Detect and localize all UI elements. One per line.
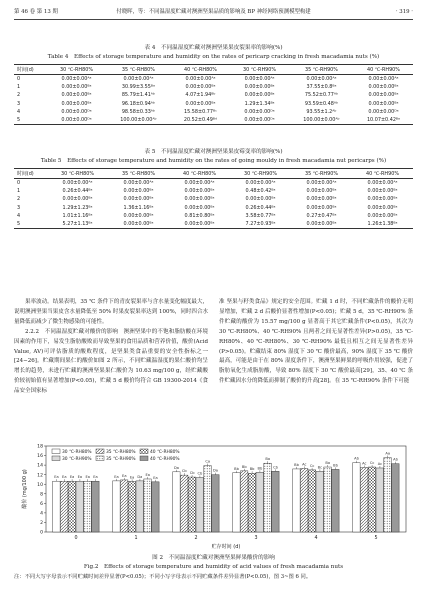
table-cell: 1.29±1.34ᴮᵃ (244, 100, 275, 107)
y-tick-label: 8 (40, 492, 43, 498)
table-cell: 0.00±0.00ᴬᵃ (306, 180, 337, 187)
bar-letter-label: Ac (377, 461, 383, 466)
bar-letter-label: Ea (122, 473, 127, 478)
column-header: 35 ℃-RH80% (106, 65, 171, 75)
bar-letter-label: Ca (205, 459, 211, 464)
bar (136, 481, 144, 532)
body-column-right (219, 298, 413, 387)
table-cell: 100.00±0.00ᴬᵇ (106, 116, 171, 125)
table-cell: 93.55±1.2ᴬᵇ (306, 108, 337, 115)
table-cell: 0.00±0.00ᴬᵃ (123, 180, 154, 187)
x-tick-label: 0 (74, 536, 78, 541)
bar (212, 475, 220, 532)
table-cell: 0.00±0.00ᴮᵃ (61, 100, 92, 107)
table-row (14, 108, 413, 116)
bar (196, 478, 204, 532)
bar (60, 481, 68, 532)
table-row (14, 100, 413, 108)
table-cell: 0.00±0.00ᴮᵃ (306, 196, 337, 203)
body-column-left (14, 298, 208, 397)
bar (204, 466, 212, 532)
table-cell: 5 (14, 116, 47, 125)
bar (360, 468, 368, 533)
y-tick-label: 10 (37, 482, 43, 488)
bar (376, 468, 384, 532)
table-cell: 0.00±0.00ᴮᵃ (367, 188, 398, 195)
table-row (14, 75, 413, 84)
x-tick-label: 2 (194, 536, 198, 541)
table-cell: 0.00±0.00ᴬᵃ (185, 76, 216, 83)
column-header: 35 ℃-RH90% (289, 65, 354, 75)
figure2-caption-cn: 图 2 不同温湿度贮藏对澳洲坚果鲜果酸价的影响 (152, 555, 275, 561)
table-cell: 0.00±0.00ᴮᵃ (367, 204, 398, 211)
table5-title-en: Table 5 Effects of storage temperature and humidity on the rates of going mouldy in fresh macadamia nut pericarps (%) (40, 158, 387, 164)
column-header: 30 ℃-RH80% (47, 65, 106, 75)
table-cell: 4 (17, 108, 21, 115)
journal-issue: 第 46 卷 第 13 期 (14, 9, 58, 15)
column-header: 40 ℃-RH90% (354, 65, 413, 75)
table-cell: 15.58±0.77ᴮᶜ (183, 108, 217, 115)
bar (368, 467, 376, 532)
table-cell: 0.00±0.00ᴬᵃ (184, 180, 215, 187)
article-running-title: 付晓晖，等：不同温湿度贮藏对澳洲坚果品质的影响及 BP 神经网络预测模型构建 (116, 9, 311, 15)
table-cell: 93.59±0.48ᴬᵇ (304, 100, 339, 107)
x-tick-label: 5 (374, 536, 378, 541)
table-cell: 1 (17, 188, 21, 195)
table-row (14, 91, 413, 99)
table-cell: 0.00±0.00ᴮᵃ (244, 92, 275, 99)
table-cell: 0.26±0.44ᴮᵃ (245, 204, 276, 211)
bar-letter-label: Ea (93, 475, 98, 480)
bar (240, 471, 248, 532)
table-cell: 0.00±0.00ᴮᵃ (245, 196, 276, 203)
table-cell: 0.00±0.00ᴮᵃ (368, 84, 399, 91)
bar-letter-label: Ba (265, 457, 271, 462)
y-tick-label: 14 (37, 463, 43, 469)
bar (293, 469, 301, 532)
table4-title-en: Table 4 Effects of storage temperature and humidity on the rates of pericarp cracking in fresh macadamia nuts (%) (47, 54, 380, 60)
bar (332, 469, 340, 532)
bar (128, 481, 136, 532)
table-cell: 0.00±0.00ᴮᵃ (185, 84, 216, 91)
table-row (14, 179, 413, 188)
bar (248, 473, 256, 532)
table-row (14, 116, 413, 125)
bar-letter-label: Ea (77, 475, 83, 480)
table-cell: 0.00±0.00ᴮᵃ (123, 188, 154, 195)
bar-letter-label: Bb (294, 462, 299, 467)
bar-letter-label: Ea (85, 475, 90, 480)
bar-letter-label: Da (137, 474, 143, 479)
bar (120, 480, 128, 532)
header-rule (14, 19, 413, 20)
x-axis-label: 贮存时间 (d) (211, 544, 241, 550)
table-cell: 0.81±0.80ᴮᵃ (184, 212, 215, 219)
y-tick-label: 0 (40, 530, 43, 536)
legend-label: 40 ℃-RH90% (150, 457, 180, 462)
paragraph: 准 坚果与籽类食品》规定的安全范围。贮藏 1 d 时，不同贮藏条件的酸价无明显增加，贮藏 2 d 后酸价显著性增加(P<0.05)；贮藏 5 d，35 ℃-RH90% 条件贮藏的酸价为 15.57 mg/100 g 显著高于其它贮藏条件(P<0.05)，其次为 30 ℃-RH80%、40 ℃-RH90% 且两者之间无显著性差异(P>0.05)，35 ℃-RH80%、40 ℃-RH80%、30 ℃-RH90% 最低且相互之间无显著性差异(P>0.05)。贮藏结束 80% 湿度下 30 ℃ 酸价最高，90% 湿度下 35 ℃ 酸价最高，可能是由于在 80% 湿度条件下，澳洲坚果鲜果的呼吸作用较强，促进了脂肪氧化生成脂肪酸，导致 80% 湿度下 30 ℃ 酸价最高[29]，35、40 ℃ 条件贮藏因水分的降低而抑制了酸价的升高[28]。在 35 ℃-RH90% 条件下可能 (219, 299, 413, 385)
column-header: 40 ℃-RH80% (169, 169, 230, 179)
table-cell: 0.00±0.00ᴬᵃ (244, 76, 275, 83)
table-cell: 1.29±1.23ᴮᵃ (62, 204, 93, 211)
bar-letter-label: Ac (302, 462, 307, 467)
running-header (14, 6, 413, 18)
legend-swatch (96, 449, 104, 454)
table-cell: 0.00±0.00ᴬᵃ (306, 76, 337, 83)
table4-title-cn: 表 4 不同温湿度贮藏对澳洲坚果果皮裂果率的影响(%) (144, 45, 283, 51)
bar-letter-label: Bb (257, 466, 263, 471)
table-cell: 0.00±0.00ᴮᵃ (306, 204, 337, 211)
column-header: 40 ℃-RH90% (352, 169, 413, 179)
table-cell: 0.00±0.00ᴮᵃ (108, 220, 169, 229)
bar (264, 463, 272, 532)
bar (353, 463, 361, 532)
table-cell: 0 (17, 76, 21, 83)
paragraph: 2.2.2 不同温湿度贮藏对酸价的影响 澳洲坚果中的不饱和脂肪酸在环境因素的作用下，易发生脂肪酸败而导致坚果的食用品质和营养价值，酸价(Acid Value, AV)可评估脂质的酸败程度，是坚果类食品重要的安全性指标之一[24−26]。贮藏期间果仁的酸价如图 2 所示，不同贮藏温湿度的果仁酸价均呈增长的趋势，未进行贮藏的澳洲坚果果仁酸价为 10.63 mg/100 g，经贮藏酸价较初始值有显著增加(P<0.05)，贮藏 5 d 酸价均符合 GB 19300-2014《食品安全国家标 (14, 328, 208, 395)
bar (308, 470, 316, 532)
y-tick-label: 16 (37, 454, 43, 460)
table-cell: 0.00±0.00ᴬᵃ (367, 180, 398, 187)
table-cell: 100.00±0.00ᴬᵇ (289, 116, 354, 125)
bar-letter-label: Ea (69, 475, 75, 480)
bar-letter-label: Da (174, 465, 179, 470)
column-header: 40 ℃-RH80% (171, 65, 230, 75)
bar (233, 473, 241, 532)
table-cell: 4 (17, 212, 21, 219)
bar-letter-label: Ab (354, 456, 359, 461)
bar (300, 468, 308, 532)
column-header: 时间(d) (14, 65, 47, 75)
table-cell: 0.00±0.00ᴮᵃ (367, 212, 398, 219)
table-row (14, 212, 413, 220)
table-cell: 0.00±0.00ᴮᵃ (368, 92, 399, 99)
y-tick-label: 4 (40, 511, 43, 517)
table-cell: 0.00±0.00ᴮᵃ (368, 100, 399, 107)
table-cell: 0.00±0.00ᴮᵃ (61, 84, 92, 91)
table-cell: 2 (17, 92, 21, 99)
legend-swatch (140, 449, 148, 454)
legend-swatch (140, 456, 148, 461)
bar-letter-label: Cc (309, 463, 315, 468)
bar (144, 479, 152, 532)
bar (324, 467, 332, 532)
table-cell: 96.18±0.94ᴬᵇ (121, 100, 156, 107)
table-cell: 75.52±0.77ᴬᵇ (304, 92, 339, 99)
bar (113, 481, 121, 532)
y-tick-label: 6 (40, 501, 43, 507)
x-tick-label: 1 (134, 536, 138, 541)
column-header: 35 ℃-RH90% (291, 169, 352, 179)
legend-label: 35 ℃-RH90% (106, 457, 136, 462)
table-cell: 0.00±0.00ᴰᵃ (47, 116, 106, 125)
table5-title-cn: 表 5 不同温湿度贮藏对澳洲坚果果皮霉变率的影响(%) (144, 149, 283, 155)
legend-swatch (96, 456, 104, 461)
bar-letter-label: Da (213, 468, 218, 473)
bar-letter-label: Ba (325, 461, 331, 466)
column-header: 30 ℃-RH90% (230, 169, 291, 179)
y-tick-label: 18 (37, 444, 43, 450)
column-header: 30 ℃-RH90% (230, 65, 289, 75)
table-cell: 0.26±0.44ᴮᵃ (62, 188, 93, 195)
table-cell: 0.00±0.00ᴮᵃ (185, 100, 216, 107)
table4 (14, 64, 413, 125)
bar-letter-label: Cb (197, 471, 203, 476)
table-cell: 1.26±1.38ᴮᵃ (352, 220, 413, 229)
bar (316, 471, 324, 532)
bar-letter-label: Ac (362, 461, 367, 466)
table-cell: 0.00±0.00ᴬᵃ (123, 76, 154, 83)
table-row (14, 220, 413, 229)
bar-letter-label: Bb (241, 464, 247, 469)
table-cell: 1.36±1.16ᴮᵃ (123, 204, 154, 211)
legend-label: 30 ℃-RH90% (62, 457, 92, 462)
bar-letter-label: Bc (317, 465, 323, 470)
bar (392, 464, 400, 532)
table-cell: 4.07±1.94ᴮᵇ (185, 92, 216, 99)
table-cell: 7.27±0.93ᴮᵃ (230, 220, 291, 229)
bar-letter-label: Cb (273, 465, 278, 470)
table-cell: 5.27±1.13ᴮᵃ (47, 220, 108, 229)
column-header: 时间(d) (14, 169, 47, 179)
bar-letter-label: Ea (153, 475, 158, 480)
column-header: 35 ℃-RH80% (108, 169, 169, 179)
bar-letter-label: Bb (249, 467, 255, 472)
bar-letter-label: Bb (234, 466, 239, 471)
table-cell: 85.79±1.41ᴬᵇ (121, 92, 156, 99)
table-row (14, 204, 413, 212)
legend-swatch (52, 456, 60, 461)
bar (180, 475, 188, 532)
bar-letter-label: Cc (369, 461, 375, 466)
table-cell: 1.01±1.16ᴮᵃ (62, 212, 93, 219)
figure2-bar-chart (16, 440, 411, 550)
bar (68, 481, 76, 532)
table-cell: 3 (17, 100, 21, 107)
table-cell: 3.58±0.77ᴮᵃ (245, 212, 276, 219)
paragraph: 果率波动。结果表明，35 ℃ 条件下的青皮裂果率与含水量变化幅度最大，说明澳洲坚果当果皮含水量降低至 50% 时果皮裂果率达到 100%，同时四合水量降低而减少了微生物感染的可能性。 (14, 299, 208, 325)
bar (53, 481, 61, 532)
table-cell: 0.00±0.00ᴮᵃ (62, 196, 93, 203)
legend-swatch (52, 449, 60, 454)
table-row (14, 187, 413, 195)
figure2-caption-en: Fig.2 Effects of storage temperature and humidity of acid values of fresh macadamia nuts (83, 564, 344, 570)
table-cell: 30.99±3.55ᴮᵃ (121, 84, 155, 91)
table-cell: 0.27±0.47ᴮᵃ (306, 212, 337, 219)
bar (84, 481, 92, 532)
table-cell: 0.48±0.42ᴮᵃ (245, 188, 276, 195)
table-cell: 0.00±0.00ᴮᵃ (291, 220, 352, 229)
table-cell: 0.00±0.00ᴰᵃ (230, 116, 289, 125)
bar (188, 477, 196, 532)
figure2-note: 注：不同大写字母表示不同贮藏时间差异显著(P<0.05)；不同小写字母表示不同贮藏条件差异显著(P<0.05)，图 3~图 6 同。 (14, 574, 312, 580)
y-axis-label: 酸价 (mg/100 g) (22, 469, 28, 509)
table-cell: 0.00±0.00ᴮᵃ (123, 212, 154, 219)
table-cell: 20.52±0.49ᴮᵈ (171, 116, 230, 125)
bar-letter-label: Aa (385, 451, 391, 456)
table-cell: 0.00±0.00ᴮᵃ (123, 196, 154, 203)
table-cell: 0.00±0.00ᴮᵃ (61, 92, 92, 99)
table5 (14, 168, 413, 229)
table-cell: 5 (14, 220, 47, 229)
table-cell: 0.00±0.00ᴮᵃ (244, 84, 275, 91)
table-cell: 0 (17, 180, 21, 187)
bar-letter-label: Cb (189, 471, 195, 476)
table-cell: 98.58±0.33ᴬᵇ (121, 108, 156, 115)
table-cell: 0.00±0.00ᴰᵃ (61, 108, 92, 115)
table-row (14, 83, 413, 91)
y-tick-label: 2 (40, 521, 43, 527)
bar-letter-label: Cb (181, 469, 187, 474)
legend-label: 30 ℃-RH80% (62, 450, 92, 455)
table-cell: 0.00±0.00ᴮᵃ (184, 196, 215, 203)
bar-letter-label: Ea (54, 475, 59, 480)
table-cell: 0.00±0.00ᴬᵃ (61, 76, 92, 83)
table-cell: 0.00±0.00ᴬᵃ (245, 180, 276, 187)
bar-letter-label: Ab (393, 457, 398, 462)
x-tick-label: 3 (254, 536, 258, 541)
bar-letter-label: Ea (62, 475, 67, 480)
bar-letter-label: Ea (129, 475, 135, 480)
column-header: 30 ℃-RH80% (47, 169, 108, 179)
table-cell: 0.00±0.00ᴬᵃ (62, 180, 93, 187)
table-cell: 0.00±0.00ᴮᵃ (184, 188, 215, 195)
legend-label: 40 ℃-RH80% (150, 450, 180, 455)
bar (76, 481, 84, 532)
bar-letter-label: Ea (145, 472, 150, 477)
bar (384, 458, 392, 532)
table-row (14, 195, 413, 203)
table-cell: 0.00±0.00ᴰᵃ (244, 108, 275, 115)
table-cell: 0.00±0.00ᴮᵃ (306, 188, 337, 195)
y-tick-label: 12 (37, 473, 43, 479)
table-cell: 0.00±0.00ᴮᵃ (184, 204, 215, 211)
bar (152, 482, 160, 532)
legend-label: 35 ℃-RH80% (106, 450, 136, 455)
table-cell: 2 (17, 196, 21, 203)
table-cell: 37.55±0.8ᴮᵃ (306, 84, 337, 91)
table-cell: 10.07±0.42ᴮᵃ (354, 116, 413, 125)
table-cell: 0.00±0.00ᴮᵃ (367, 196, 398, 203)
plot-area (21, 444, 406, 550)
table-cell: 1 (17, 84, 21, 91)
table-cell: 0.00±0.00ᴮᵃ (169, 220, 230, 229)
table-cell: 0.00±0.00ᴰᵃ (368, 108, 399, 115)
table-cell: 0.00±0.00ᴬᵃ (368, 76, 399, 83)
x-tick-label: 4 (314, 536, 318, 541)
bar (92, 481, 100, 532)
bar (256, 472, 264, 532)
bar (173, 472, 181, 532)
page-number: · 319 · (395, 9, 413, 15)
bar-letter-label: Bb (333, 463, 338, 468)
bar (272, 471, 280, 532)
table-cell: 3 (17, 204, 21, 211)
bar-letter-label: Ea (114, 474, 119, 479)
